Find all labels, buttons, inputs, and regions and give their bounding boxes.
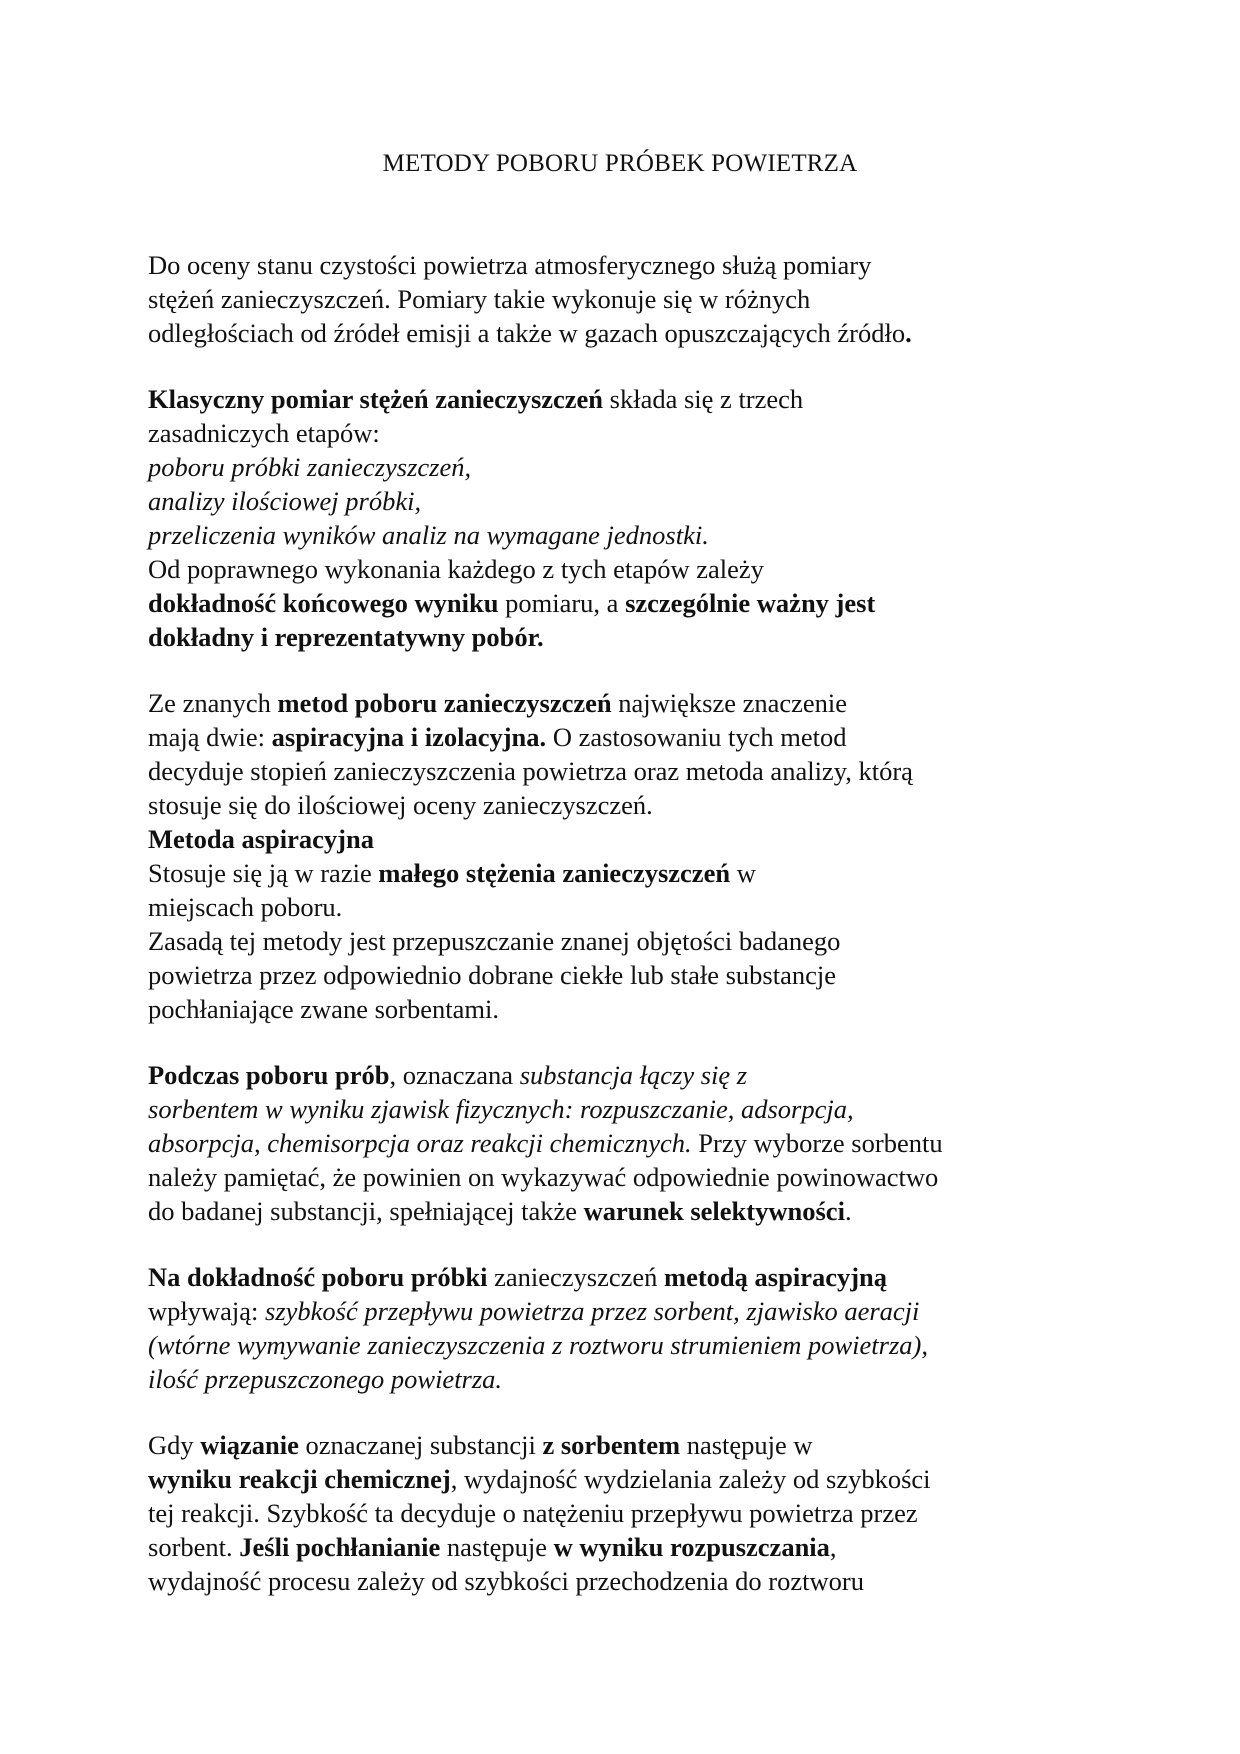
text-run: następuje — [440, 1532, 554, 1562]
text-run: stosuje się do ilościowej oceny zanieczyszczeń. — [148, 790, 653, 820]
text-run: zasadniczych etapów: — [148, 418, 380, 448]
text-run: Gdy — [148, 1430, 201, 1460]
text-line — [148, 1194, 852, 1228]
bold-text: wyniku reakcji chemicznej — [148, 1464, 451, 1494]
text-line — [148, 1092, 854, 1126]
text-line — [148, 620, 544, 654]
text-run: następuje w — [680, 1430, 813, 1460]
text-line — [148, 518, 709, 552]
bold-text: Metoda aspiracyjna — [148, 824, 374, 854]
italic-text: analizy ilościowej próbki, — [148, 486, 422, 516]
italic-text: sorbentem w wyniku zjawisk fizycznych: rozpuszczanie, adsorpcja, — [148, 1094, 854, 1124]
text-run: O zastosowaniu tych metod — [546, 722, 847, 752]
text-run: pomiaru, a — [498, 588, 626, 618]
text-line — [148, 788, 653, 822]
text-line — [148, 382, 803, 416]
text-line — [148, 248, 871, 282]
text-line — [148, 958, 836, 992]
text-line — [148, 450, 471, 484]
italic-text: absorpcja, chemisorpcja oraz reakcji chemicznych. — [148, 1128, 692, 1158]
bold-text: . — [905, 318, 912, 348]
text-run: . — [844, 1196, 852, 1226]
bold-text: dokładność końcowego wyniku — [148, 588, 499, 618]
text-run: oznaczanej substancji — [298, 1430, 543, 1460]
text-line — [148, 822, 374, 856]
text-line — [148, 1294, 919, 1328]
bold-text: metodą aspiracyjną — [664, 1262, 888, 1292]
text-line — [148, 924, 840, 958]
text-run: Przy wyborze sorbentu — [691, 1128, 943, 1158]
text-line — [148, 992, 499, 1026]
text-run: powietrza przez odpowiednio dobrane ciekłe lub stałe substancje — [148, 960, 837, 990]
bold-text: Klasyczny pomiar stężeń zanieczyszczeń — [148, 384, 604, 414]
text-run: mają dwie: — [148, 722, 272, 752]
text-run: odległościach od źródeł emisji a także w gazach opuszczających źródło — [148, 318, 906, 348]
text-line — [148, 416, 380, 450]
bold-text: szczególnie ważny jest — [625, 588, 876, 618]
text-run: należy pamiętać, że powinien on wykazywać odpowiednie powinowactwo — [148, 1162, 939, 1192]
text-run: tej reakcji. Szybkość ta decyduje o natężeniu przepływu powietrza przez — [148, 1498, 918, 1528]
bold-text: z sorbentem — [542, 1430, 681, 1460]
text-run: zanieczyszczeń — [487, 1262, 665, 1292]
text-line — [148, 754, 913, 788]
text-run: największe znaczenie — [611, 688, 848, 718]
text-run: Zasadą tej metody jest przepuszczanie znanej objętości badanego — [148, 926, 841, 956]
text-run: , oznaczana — [389, 1060, 520, 1090]
bold-text: metod poboru zanieczyszczeń — [277, 688, 612, 718]
italic-text: (wtórne wymywanie zanieczyszczenia z roztworu strumieniem powietrza), — [148, 1330, 928, 1360]
text-run: sorbent. — [148, 1532, 240, 1562]
text-run: wpływają: — [148, 1296, 266, 1326]
text-run: Do oceny stanu czystości powietrza atmosferycznego służą pomiary — [148, 250, 872, 280]
bold-text: dokładny i reprezentatywny pobór. — [148, 622, 544, 652]
italic-text: poboru próbki zanieczyszczeń, — [148, 452, 472, 482]
text-line — [148, 552, 764, 586]
text-line — [148, 1160, 938, 1194]
text-line — [148, 890, 342, 924]
text-line — [148, 586, 875, 620]
text-line — [148, 1362, 502, 1396]
text-line — [148, 686, 847, 720]
text-run: do badanej substancji, spełniającej także — [148, 1196, 584, 1226]
text-run: Ze znanych — [148, 688, 278, 718]
text-line — [148, 1126, 943, 1160]
text-run: stężeń zanieczyszczeń. Pomiary takie wykonuje się w różnych — [148, 284, 811, 314]
text-line — [148, 1428, 813, 1462]
text-line — [148, 856, 756, 890]
bold-text: wiązanie — [200, 1430, 299, 1460]
text-run: Od poprawnego wykonania każdego z tych etapów zależy — [148, 554, 764, 584]
bold-text: Jeśli pochłanianie — [239, 1532, 441, 1562]
text-run: decyduje stopień zanieczyszczenia powietrza oraz metoda analizy, którą — [148, 756, 913, 786]
bold-text: Na dokładność poboru próbki — [148, 1262, 488, 1292]
italic-text: ilość przepuszczonego powietrza. — [148, 1364, 503, 1394]
bold-text: aspiracyjna i izolacyjna. — [271, 722, 547, 752]
italic-text: szybkość przepływu powietrza przez sorbent, zjawisko aeracji — [265, 1296, 920, 1326]
text-line — [148, 1462, 931, 1496]
text-line — [148, 484, 421, 518]
bold-text: Podczas poboru prób — [148, 1060, 390, 1090]
bold-text: w wyniku rozpuszczania — [553, 1532, 830, 1562]
document-title: METODY POBORU PRÓBEK POWIETRZA — [382, 150, 858, 177]
text-line — [148, 1496, 918, 1530]
text-line — [148, 720, 846, 754]
italic-text: substancja łączy się z — [519, 1060, 748, 1090]
text-line — [148, 1058, 747, 1092]
bold-text: warunek selektywności — [583, 1196, 845, 1226]
text-line — [148, 282, 810, 316]
text-line — [148, 1328, 928, 1362]
text-run: , wydajność wydzielania zależy od szybkości — [450, 1464, 931, 1494]
text-run: w — [730, 858, 756, 888]
text-line — [148, 316, 912, 350]
text-line — [148, 1260, 887, 1294]
text-run: miejscach poboru. — [148, 892, 343, 922]
text-line — [148, 1530, 837, 1564]
bold-text: małego stężenia zanieczyszczeń — [378, 858, 731, 888]
text-line — [148, 1564, 864, 1598]
italic-text: przeliczenia wyników analiz na wymagane jednostki. — [148, 520, 709, 550]
text-run: składa się z trzech — [603, 384, 804, 414]
text-run: wydajność procesu zależy od szybkości przechodzenia do roztworu — [148, 1566, 864, 1596]
text-run: pochłaniające zwane sorbentami. — [148, 994, 499, 1024]
text-run: , — [829, 1532, 837, 1562]
text-run: Stosuje się ją w razie — [148, 858, 379, 888]
